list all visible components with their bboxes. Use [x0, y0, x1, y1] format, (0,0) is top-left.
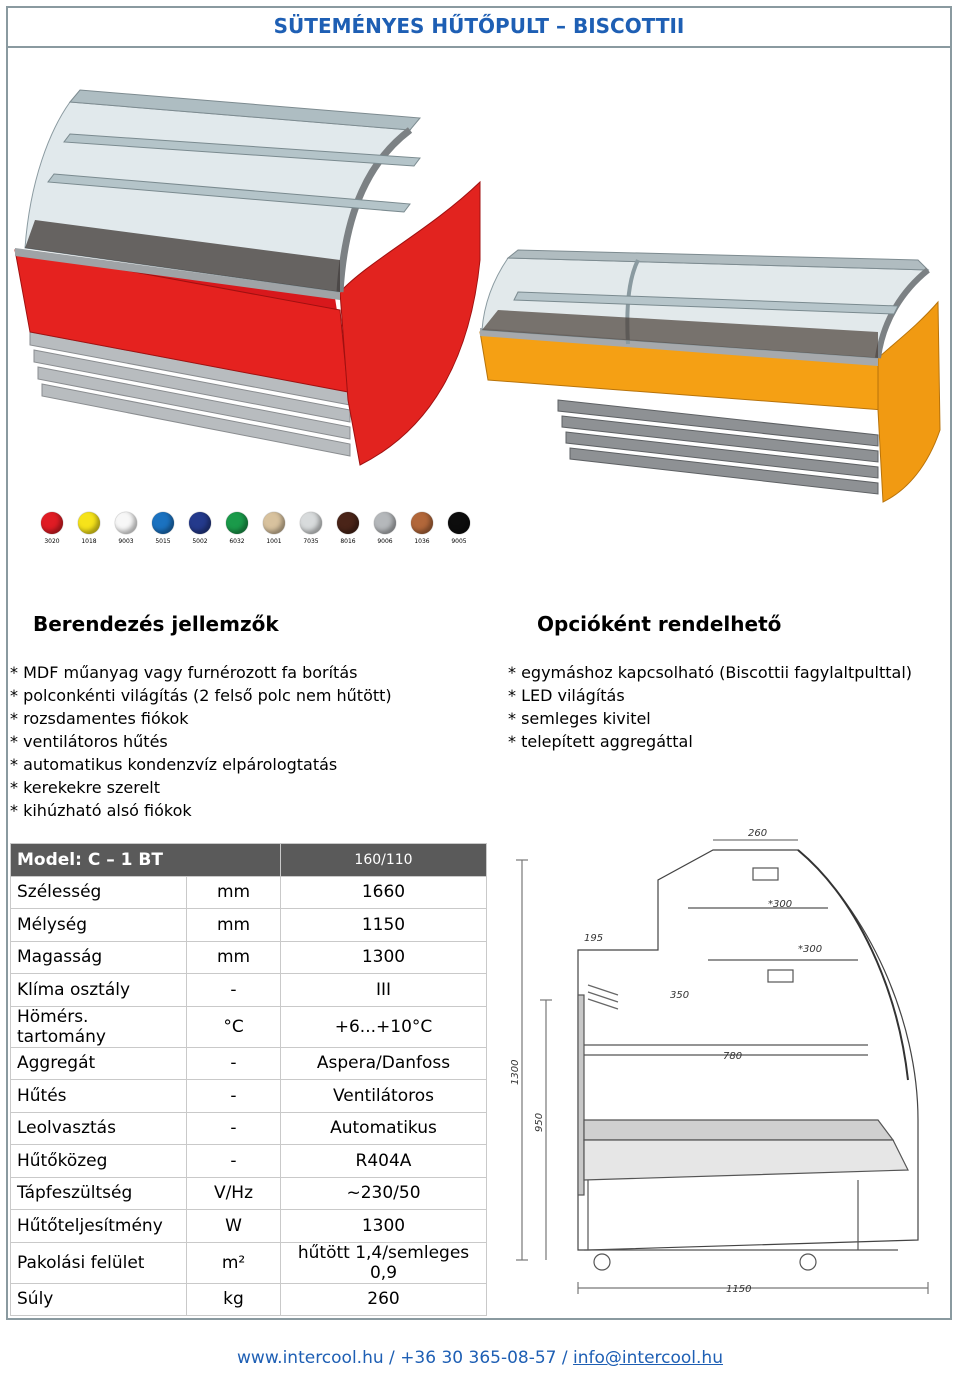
spec-value: +6...+10°C [281, 1006, 487, 1047]
spec-table [10, 843, 487, 1316]
list-item: * egymáshoz kapcsolható (Biscottii fagylaltpulttal) [508, 663, 913, 682]
swatch-code: 7035 [303, 538, 319, 545]
color-swatch [108, 512, 144, 545]
cross-section-drawing [498, 820, 950, 1315]
dim-300-bottom: *300 [798, 944, 823, 955]
spec-name: Pakolási felület [11, 1242, 187, 1283]
spec-value: Aspera/Danfoss [281, 1047, 487, 1080]
spec-unit: - [187, 1080, 281, 1113]
list-item: * polconkénti világítás (2 felső polc nem hűtött) [10, 686, 392, 705]
swatch-dot [41, 512, 63, 534]
swatch-dot [152, 512, 174, 534]
swatch-dot [337, 512, 359, 534]
color-swatch [219, 512, 255, 545]
spec-unit: - [187, 1112, 281, 1145]
dim-300-top: *300 [768, 899, 793, 910]
spec-name: Tápfeszültség [11, 1177, 187, 1210]
swatch-code: 3020 [44, 538, 60, 545]
spec-unit: m² [187, 1242, 281, 1283]
table-row [11, 1006, 487, 1047]
swatch-code: 9006 [377, 538, 393, 545]
spec-value: III [281, 974, 487, 1007]
spec-name: Klíma osztály [11, 974, 187, 1007]
model-label: Model: C – 1 BT [11, 844, 281, 877]
dim-780: 780 [723, 1051, 743, 1062]
table-row [11, 1283, 487, 1316]
dim-1300: 1300 [510, 1059, 521, 1085]
spec-name: Szélesség [11, 876, 187, 909]
list-item: * MDF műanyag vagy furnérozott fa borítás [10, 663, 358, 682]
features-heading: Berendezés jellemzők [33, 612, 279, 636]
spec-name: Magasság [11, 941, 187, 974]
list-item: * kihúzható alsó fiókok [10, 801, 192, 820]
swatch-dot [226, 512, 248, 534]
table-row [11, 941, 487, 974]
options-heading: Opcióként rendelhető [537, 612, 782, 636]
table-row [11, 1080, 487, 1113]
swatch-dot [115, 512, 137, 534]
email-link[interactable]: info@intercool.hu [573, 1348, 723, 1368]
swatch-code: 9003 [118, 538, 134, 545]
color-swatch [441, 512, 477, 545]
spec-unit: V/Hz [187, 1177, 281, 1210]
spec-name: Hömérs. tartomány [11, 1006, 187, 1047]
spec-value: R404A [281, 1145, 487, 1178]
swatch-code: 9005 [451, 538, 467, 545]
spec-name: Mélység [11, 909, 187, 942]
table-row [11, 974, 487, 1007]
list-item: * LED világítás [508, 686, 625, 705]
color-swatch [256, 512, 292, 545]
swatch-dot [411, 512, 433, 534]
orange-display-case-image [478, 240, 948, 510]
table-row [11, 1047, 487, 1080]
model-size: 160/110 [281, 844, 487, 877]
color-swatch [293, 512, 329, 545]
features-list [10, 661, 392, 822]
table-row [11, 1177, 487, 1210]
dim-350: 350 [670, 990, 690, 1001]
spec-unit: W [187, 1210, 281, 1243]
spec-name: Súly [11, 1283, 187, 1316]
spec-value: 1300 [281, 1210, 487, 1243]
swatch-dot [374, 512, 396, 534]
color-swatch [71, 512, 107, 545]
swatch-code: 6032 [229, 538, 245, 545]
red-display-case-image [10, 70, 485, 470]
table-row [11, 1112, 487, 1145]
spec-value: 1150 [281, 909, 487, 942]
spec-value: 260 [281, 1283, 487, 1316]
swatch-code: 5002 [192, 538, 208, 545]
spec-value: ~230/50 [281, 1177, 487, 1210]
list-item: * ventilátoros hűtés [10, 732, 168, 751]
spec-value: Automatikus [281, 1112, 487, 1145]
swatch-code: 8016 [340, 538, 356, 545]
options-list [508, 661, 912, 753]
table-row [11, 1242, 487, 1283]
footer-separator: / [383, 1348, 401, 1368]
spec-unit: - [187, 1047, 281, 1080]
spec-unit: - [187, 1145, 281, 1178]
spec-name: Aggregát [11, 1047, 187, 1080]
table-row [11, 876, 487, 909]
spec-value: Ventilátoros [281, 1080, 487, 1113]
color-swatch [34, 512, 70, 545]
swatch-dot [300, 512, 322, 534]
color-swatch-list [34, 512, 474, 552]
swatch-code: 1036 [414, 538, 430, 545]
page-title: SÜTEMÉNYES HŰTŐPULT – BISCOTTII [6, 6, 952, 48]
list-item: * rozsdamentes fiókok [10, 709, 189, 728]
spec-name: Hűtés [11, 1080, 187, 1113]
spec-value: 1660 [281, 876, 487, 909]
spec-name: Hűtőteljesítmény [11, 1210, 187, 1243]
spec-name: Hűtőközeg [11, 1145, 187, 1178]
dim-195: 195 [584, 933, 604, 944]
swatch-dot [78, 512, 100, 534]
spec-unit: mm [187, 909, 281, 942]
color-swatch [404, 512, 440, 545]
dim-260: 260 [748, 828, 768, 839]
spec-unit: kg [187, 1283, 281, 1316]
color-swatch [182, 512, 218, 545]
swatch-dot [448, 512, 470, 534]
swatch-code: 5015 [155, 538, 171, 545]
list-item: * telepített aggregáttal [508, 732, 693, 751]
list-item: * automatikus kondenzvíz elpárologtatás [10, 755, 338, 774]
color-swatch [330, 512, 366, 545]
spec-value: hűtött 1,4/semleges 0,9 [281, 1242, 487, 1283]
swatch-code: 1001 [266, 538, 282, 545]
spec-unit: °C [187, 1006, 281, 1047]
spec-header-row [11, 844, 487, 877]
spec-value: 1300 [281, 941, 487, 974]
phone-number: +36 30 365-08-57 [400, 1348, 557, 1368]
spec-unit: mm [187, 876, 281, 909]
swatch-dot [189, 512, 211, 534]
color-swatch [145, 512, 181, 545]
list-item: * kerekekre szerelt [10, 778, 161, 797]
spec-name: Leolvasztás [11, 1112, 187, 1145]
swatch-dot [263, 512, 285, 534]
footer-contact [0, 1348, 960, 1368]
dim-950: 950 [534, 1112, 545, 1132]
list-item: * semleges kivitel [508, 709, 651, 728]
color-swatch [367, 512, 403, 545]
table-row [11, 1210, 487, 1243]
table-row [11, 909, 487, 942]
spec-unit: mm [187, 941, 281, 974]
footer-separator: / [556, 1348, 574, 1368]
dim-1150: 1150 [726, 1284, 752, 1295]
website-link[interactable]: www.intercool.hu [237, 1348, 384, 1368]
spec-unit: - [187, 974, 281, 1007]
table-row [11, 1145, 487, 1178]
swatch-code: 1018 [81, 538, 97, 545]
